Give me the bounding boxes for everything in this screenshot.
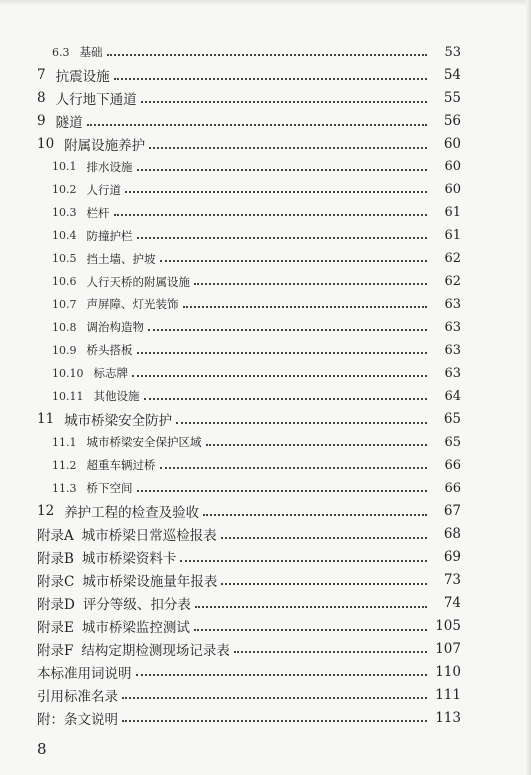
toc-entry-number: 12 — [37, 503, 55, 519]
toc-leader-dots — [107, 42, 428, 56]
toc-entry-page: 54 — [443, 66, 461, 83]
toc-entry-number: 11.2 — [52, 458, 77, 472]
toc-entry[interactable] — [0, 179, 461, 201]
toc-entry-page: 66 — [444, 480, 461, 496]
toc-entry[interactable] — [0, 225, 461, 247]
toc-entry-title: 排水设施 — [86, 159, 133, 174]
toc-entry-number: 附录A — [37, 527, 74, 544]
toc-entry-title: 防撞护栏 — [86, 228, 133, 243]
toc-entry-page: 64 — [444, 388, 461, 404]
toc-entry-page: 60 — [444, 159, 461, 175]
toc-entry-number: 6.3 — [52, 45, 70, 59]
toc-entry-page: 55 — [443, 89, 461, 106]
toc-leader-dots — [176, 408, 427, 424]
toc-entry-page: 60 — [444, 182, 461, 198]
toc-entry-title: 人行地下通道 — [55, 91, 137, 108]
toc-leader-dots — [183, 295, 428, 309]
toc-leader-dots — [148, 318, 427, 332]
toc-leader-dots — [137, 478, 428, 492]
toc-entry-title: 城市桥梁监控测试 — [81, 619, 190, 636]
toc-entry-title: 引用标准名录 — [37, 688, 118, 705]
toc-entry[interactable] — [0, 362, 461, 384]
toc-leader-dots — [194, 615, 427, 631]
toc-leader-dots — [114, 203, 428, 217]
toc-entry-title: 本标准用词说明 — [37, 665, 132, 682]
toc-entry-title: 基础 — [79, 45, 103, 59]
toc-leader-dots — [141, 87, 427, 103]
toc-entry[interactable] — [0, 684, 461, 706]
toc-entry-number: 8 — [37, 89, 46, 106]
toc-entry-number: 10.3 — [52, 206, 77, 220]
toc-entry-title: 城市桥梁安全防护 — [64, 413, 173, 430]
toc-entry-page: 66 — [444, 457, 461, 473]
toc-entry-page: 73 — [443, 571, 461, 588]
toc-entry-page: 53 — [444, 44, 461, 60]
toc-leader-dots — [160, 249, 428, 263]
toc-entry[interactable] — [0, 87, 461, 109]
toc-entry-title: 抗震设施 — [55, 68, 110, 85]
toc-leader-dots — [221, 569, 427, 585]
toc-entry[interactable] — [0, 408, 461, 430]
toc-entry-title: 桥下空间 — [86, 481, 133, 496]
toc-entry-page: 105 — [435, 617, 461, 634]
toc-entry[interactable] — [0, 546, 461, 568]
toc-entry-title: 城市桥梁设施量年报表 — [82, 573, 218, 590]
toc-entry-number: 附录F — [37, 642, 74, 659]
toc-entry-number: 10.11 — [52, 389, 84, 403]
toc-entry-number: 附录C — [37, 573, 75, 590]
toc-entry-number: 附录E — [37, 619, 74, 636]
toc-entry-number: 10.4 — [52, 229, 77, 243]
toc-entry-page: 56 — [443, 112, 461, 129]
toc-entry-page: 63 — [444, 365, 461, 381]
toc-entry-number: 9 — [37, 112, 46, 129]
toc-entry[interactable] — [0, 615, 461, 637]
toc-entry-title: 栏杆 — [86, 205, 110, 220]
toc-entry-number: 附录D — [37, 596, 75, 613]
toc-entry-page: 107 — [435, 640, 461, 657]
toc-entry[interactable] — [0, 156, 461, 178]
toc-entry-title: 标志牌 — [93, 366, 128, 381]
toc-leader-dots — [206, 432, 428, 446]
page-number: 8 — [37, 740, 47, 758]
toc-entry-number: 11.1 — [52, 435, 77, 449]
toc-entry-page: 61 — [444, 205, 461, 221]
toc-leader-dots — [122, 707, 427, 723]
toc-entry-number: 10.1 — [52, 160, 77, 174]
toc-leader-dots — [144, 387, 428, 401]
toc-entry[interactable] — [0, 500, 461, 522]
toc-leader-dots — [87, 110, 427, 126]
toc-entry-title: 附属设施养护 — [64, 137, 146, 154]
toc-entry-number: 10.8 — [52, 320, 77, 334]
toc-entry[interactable] — [0, 638, 461, 660]
toc-entry[interactable] — [0, 271, 461, 293]
toc-entry-page: 62 — [444, 274, 461, 289]
toc-entry-number: 10.10 — [52, 366, 84, 380]
toc-entry-number: 11.3 — [52, 481, 77, 495]
toc-entry-page: 63 — [444, 319, 461, 335]
toc-entry[interactable] — [0, 202, 461, 224]
toc-entry-title: 城市桥梁安全保护区域 — [86, 435, 202, 450]
toc-entry-page: 65 — [444, 434, 461, 450]
toc-entry-number: 10 — [37, 135, 55, 152]
toc-leader-dots — [137, 157, 428, 171]
toc-leader-dots — [149, 133, 427, 149]
toc-entry-page: 65 — [443, 411, 461, 428]
toc-entry-page: 110 — [435, 663, 461, 680]
toc-entry-page: 61 — [444, 228, 461, 244]
toc-entry[interactable] — [0, 385, 461, 407]
toc-leader-dots — [125, 180, 427, 194]
toc-entry[interactable] — [0, 707, 461, 729]
toc-entry-page: 69 — [443, 548, 461, 565]
toc-leader-dots — [114, 64, 427, 80]
toc-entry-title: 声屏障、灯光装饰 — [86, 297, 179, 312]
toc-leader-dots — [137, 341, 428, 355]
toc-entry-title: 城市桥梁资料卡 — [81, 550, 177, 567]
toc-entry-title: 人行道 — [86, 182, 121, 197]
toc-entry-number: 10.5 — [52, 252, 77, 266]
toc-entry[interactable] — [0, 248, 461, 270]
toc-entry-page: 67 — [443, 503, 461, 519]
toc-entry-title: 人行天桥的附属设施 — [86, 274, 190, 289]
toc-entry-title: 评分等级、扣分表 — [82, 596, 191, 613]
toc-entry-title: 调治构造物 — [86, 320, 144, 335]
toc-leader-dots — [180, 546, 427, 562]
page-right-edge — [526, 0, 531, 775]
page-top-edge — [0, 0, 531, 6]
toc-entry-title: 附：条文说明 — [37, 711, 118, 728]
toc-leader-dots — [160, 455, 428, 469]
toc-entry-page: 113 — [435, 709, 461, 726]
toc-entry[interactable] — [0, 41, 461, 63]
toc-entry[interactable] — [0, 316, 461, 338]
toc-entry-title: 桥头搭板 — [86, 343, 133, 358]
toc-entry-page: 63 — [444, 296, 461, 312]
toc-entry-page: 60 — [443, 135, 461, 152]
toc-entry-page: 68 — [443, 525, 461, 542]
toc-entry[interactable] — [0, 523, 461, 545]
toc-entry[interactable] — [0, 454, 461, 476]
toc-entry[interactable] — [0, 110, 461, 132]
toc-entry-number: 11 — [37, 411, 55, 428]
toc-entry-number: 10.2 — [52, 183, 77, 197]
toc-leader-dots — [136, 661, 428, 677]
toc-entry[interactable] — [0, 477, 461, 499]
toc-entry-title: 城市桥梁日常巡检报表 — [81, 527, 217, 544]
toc-entry[interactable] — [0, 569, 461, 591]
toc-entry-title: 其他设施 — [93, 389, 140, 404]
toc-leader-dots — [221, 523, 427, 539]
toc-entry-page: 63 — [444, 342, 461, 358]
toc-entry-title: 养护工程的检查及验收 — [64, 505, 200, 521]
toc-leader-dots — [203, 500, 427, 516]
toc-entry-title: 隧道 — [55, 114, 83, 131]
toc-entry-number: 附录B — [37, 550, 74, 567]
toc-entry-page: 62 — [444, 251, 461, 267]
toc-leader-dots — [132, 364, 427, 378]
toc-entry[interactable] — [0, 592, 461, 614]
toc-entry[interactable] — [0, 339, 461, 361]
toc-entry-number: 7 — [37, 66, 46, 83]
toc-leader-dots — [194, 272, 427, 286]
toc-leader-dots — [195, 592, 427, 608]
toc-entry-page: 74 — [443, 594, 461, 611]
toc-entry-title: 结构定期检测现场记录表 — [81, 642, 230, 659]
toc-entry-number: 10.7 — [52, 297, 77, 311]
toc-entry-page: 111 — [435, 686, 461, 703]
toc-entry-title: 超重车辆过桥 — [86, 458, 156, 473]
toc-entry-number: 10.6 — [52, 275, 77, 288]
toc-entry[interactable] — [0, 64, 461, 86]
toc-entry-title: 挡土墙、护坡 — [86, 251, 156, 266]
toc-entry-number: 10.9 — [52, 343, 77, 357]
toc-entry[interactable] — [0, 431, 461, 453]
toc-leader-dots — [122, 684, 427, 700]
toc-leader-dots — [234, 638, 427, 654]
toc-entry[interactable] — [0, 661, 461, 683]
toc-entry[interactable] — [0, 293, 461, 315]
toc-leader-dots — [137, 226, 428, 240]
toc-entry[interactable] — [0, 133, 461, 155]
